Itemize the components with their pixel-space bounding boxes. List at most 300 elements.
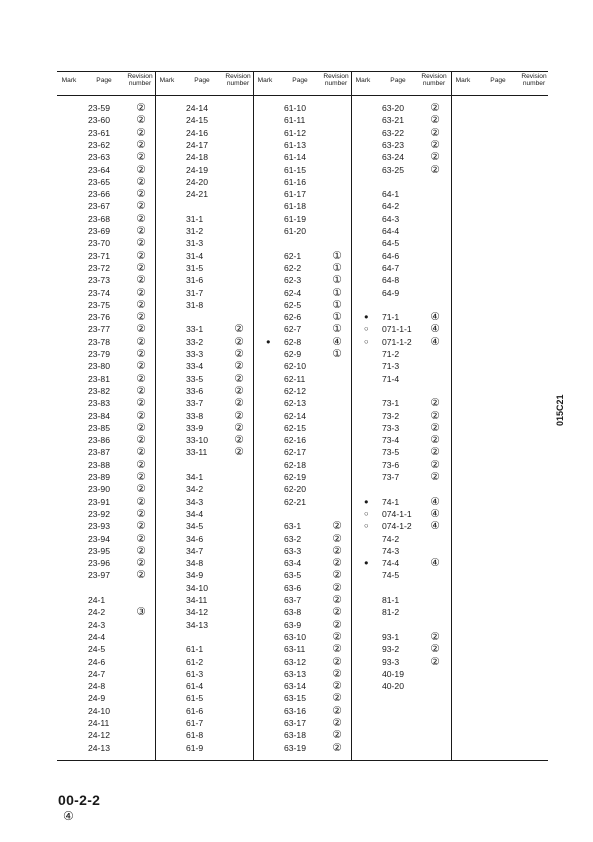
page-number-cell: 63-25 xyxy=(382,164,404,175)
page-number-cell: 63-2 xyxy=(284,533,302,544)
page-number-cell: 63-24 xyxy=(382,152,404,163)
column-divider xyxy=(451,71,452,760)
revision-number-cell: ② xyxy=(430,471,440,483)
header-page: Page xyxy=(292,77,308,84)
page-number-cell: 64-7 xyxy=(382,262,400,273)
page-number-cell: 73-1 xyxy=(382,398,400,409)
page-number-cell: 31-3 xyxy=(186,238,204,249)
header-revision-number: Revision number xyxy=(225,73,251,88)
page-number-cell: 64-3 xyxy=(382,213,400,224)
revision-number-cell: ② xyxy=(430,397,440,410)
revision-number-cell: ② xyxy=(234,372,244,385)
page-number-cell: 62-16 xyxy=(284,435,306,446)
page-number-cell: 33-2 xyxy=(186,336,204,347)
page-number-cell: 23-72 xyxy=(88,262,110,273)
page-number-cell: 33-4 xyxy=(186,361,204,372)
revision-number-cell: ② xyxy=(430,655,440,668)
page-number-cell: 24-20 xyxy=(186,176,208,187)
revision-number-cell: ② xyxy=(234,434,244,447)
revision-number-cell: ② xyxy=(136,114,146,127)
page-number-cell: 24-1 xyxy=(88,595,106,605)
page-number-cell: 23-76 xyxy=(88,312,110,323)
revision-number-cell: ② xyxy=(136,200,146,213)
page-number-cell: 23-96 xyxy=(88,558,110,569)
page-number-cell: 24-7 xyxy=(88,668,106,679)
page-number-cell: 24-19 xyxy=(186,164,208,175)
page-number-cell: 24-18 xyxy=(186,152,208,163)
page-number-cell: 23-67 xyxy=(88,201,110,212)
header-bottom-rule xyxy=(57,95,548,96)
revision-number-cell: ② xyxy=(332,704,342,717)
page-number-cell: 63-19 xyxy=(284,742,306,753)
page-number-cell: 71-3 xyxy=(382,361,400,372)
column-divider xyxy=(155,71,156,760)
page-number-cell: 62-14 xyxy=(284,410,306,421)
page-number-cell: 64-9 xyxy=(382,287,400,298)
page-number-cell: 93-3 xyxy=(382,656,400,667)
revision-number-cell: ② xyxy=(136,225,146,237)
revision-number-cell: ② xyxy=(136,360,146,373)
revision-number-cell: ② xyxy=(136,249,146,262)
page-number-cell: 23-88 xyxy=(88,459,110,470)
page-number-cell: 62-19 xyxy=(284,472,306,482)
revision-number-cell: ④ xyxy=(430,495,440,508)
page-number-cell: 23-78 xyxy=(88,336,110,347)
page-number-cell: 34-2 xyxy=(186,484,204,495)
page-number-cell: 34-12 xyxy=(186,607,208,618)
page-number-cell: 63-7 xyxy=(284,595,302,605)
column-divider xyxy=(253,71,254,760)
page-number-cell: 61-8 xyxy=(186,730,204,741)
page-number-cell: 61-20 xyxy=(284,226,306,236)
header-revision-number: Revision number xyxy=(127,73,153,88)
revision-number-cell: ② xyxy=(332,667,342,680)
page-number-cell: 62-20 xyxy=(284,484,306,495)
page-number-cell: 23-79 xyxy=(88,349,110,359)
page-number-cell: 33-7 xyxy=(186,398,204,409)
page-number-cell: 74-3 xyxy=(382,545,400,556)
page-number-cell: 73-3 xyxy=(382,422,400,433)
revision-number-cell: ② xyxy=(430,409,440,422)
revision-number-cell: ② xyxy=(430,102,440,114)
page-number-cell: 23-81 xyxy=(88,373,110,384)
page-number-cell: 31-7 xyxy=(186,287,204,298)
revision-number-cell: ② xyxy=(332,741,342,754)
page-number-cell: 63-4 xyxy=(284,558,302,569)
page-number-cell: 24-11 xyxy=(88,718,110,728)
page-number-cell: 63-9 xyxy=(284,619,302,630)
page-number-cell: 63-22 xyxy=(382,127,404,138)
page-number-cell: 34-11 xyxy=(186,595,208,605)
header-mark: Mark xyxy=(61,77,77,84)
revision-number-cell: ② xyxy=(234,348,244,360)
page-number-cell: 61-10 xyxy=(284,103,306,113)
page-number-cell: 34-3 xyxy=(186,496,204,507)
revision-number-cell: ② xyxy=(136,532,146,545)
header-page: Page xyxy=(96,77,112,84)
table-top-rule xyxy=(57,71,548,72)
page-number-cell: 61-7 xyxy=(186,718,204,728)
page-number-cell: 63-23 xyxy=(382,139,404,150)
page-number-cell: 74-2 xyxy=(382,533,400,544)
revision-number-cell: ③ xyxy=(136,606,146,619)
page-number-cell: 61-14 xyxy=(284,152,306,163)
page-number-cell: 62-3 xyxy=(284,275,302,286)
page-number-cell: 31-5 xyxy=(186,262,204,273)
revision-number-cell: ① xyxy=(332,323,342,336)
page-number-cell: 61-6 xyxy=(186,705,204,716)
revision-number-cell: ② xyxy=(332,594,342,606)
revision-number-cell: ② xyxy=(136,261,146,274)
revision-number-cell: ② xyxy=(136,175,146,188)
revision-number-cell: ② xyxy=(430,151,440,164)
revision-number-cell: ② xyxy=(430,421,440,434)
revision-number-cell: ② xyxy=(234,421,244,434)
page-number-cell: 61-13 xyxy=(284,139,306,150)
header-mark: Mark xyxy=(159,77,175,84)
page-number-cell: 23-66 xyxy=(88,189,110,200)
revision-number-cell: ② xyxy=(430,114,440,127)
revision-number-cell: ② xyxy=(332,717,342,729)
page-number-cell: 33-11 xyxy=(186,447,208,458)
page-number-cell: 61-4 xyxy=(186,681,204,692)
page-number-cell: 34-13 xyxy=(186,619,208,630)
header-revision-number: Revision number xyxy=(421,73,447,88)
header-page: Page xyxy=(490,77,506,84)
page-number-cell: 23-75 xyxy=(88,299,110,310)
page-number-cell: 62-5 xyxy=(284,299,302,310)
page-number-cell: 63-18 xyxy=(284,730,306,741)
page-number-cell: 73-5 xyxy=(382,447,400,458)
page-number-cell: 33-9 xyxy=(186,422,204,433)
page-number-cell: 34-5 xyxy=(186,521,204,532)
page-number-cell: 73-4 xyxy=(382,435,400,446)
page-number-cell: 24-4 xyxy=(88,631,106,642)
revision-number-cell: ② xyxy=(136,348,146,360)
page-number-cell: 63-5 xyxy=(284,570,302,581)
page-number-cell: 074-1-1 xyxy=(382,508,412,519)
revision-number-cell: ② xyxy=(234,446,244,459)
page-number-cell: 81-1 xyxy=(382,595,400,605)
page-number-cell: 24-21 xyxy=(186,189,208,200)
revision-number-cell: ② xyxy=(332,692,342,705)
revision-number-cell: ② xyxy=(430,434,440,447)
page-number-cell: 23-87 xyxy=(88,447,110,458)
page-number-cell: 23-80 xyxy=(88,361,110,372)
page-number-cell: 24-5 xyxy=(88,644,106,655)
revision-number-cell: ② xyxy=(332,606,342,619)
revision-number-cell: ② xyxy=(136,188,146,201)
header-mark: Mark xyxy=(257,77,273,84)
revision-number-cell: ② xyxy=(234,323,244,336)
revision-number-cell: ② xyxy=(136,372,146,385)
revision-number-cell: ② xyxy=(332,630,342,643)
revision-number-cell: ① xyxy=(332,249,342,262)
mark-symbol: ● xyxy=(266,336,271,346)
revision-number-cell: ② xyxy=(136,126,146,139)
page-number-cell: 61-12 xyxy=(284,127,306,138)
page-number-cell: 33-8 xyxy=(186,410,204,421)
page-number-cell: 63-6 xyxy=(284,582,302,593)
page-number-cell: 61-1 xyxy=(186,644,204,655)
revision-number-cell: ② xyxy=(332,532,342,545)
page-number-cell: 63-12 xyxy=(284,656,306,667)
revision-number-cell: ② xyxy=(332,544,342,557)
page-number-cell: 71-1 xyxy=(382,312,400,323)
revision-number-cell: ② xyxy=(136,102,146,114)
page-number-cell: 81-2 xyxy=(382,607,400,618)
page-number-cell: 34-6 xyxy=(186,533,204,544)
page-number-cell: 63-17 xyxy=(284,718,306,728)
header-page: Page xyxy=(194,77,210,84)
page-number-cell: 61-18 xyxy=(284,201,306,212)
column-divider xyxy=(351,71,352,760)
page-number-cell: 23-65 xyxy=(88,176,110,187)
revision-number-cell: ② xyxy=(136,311,146,324)
revision-number-cell: ② xyxy=(136,495,146,508)
header-revision-number: Revision number xyxy=(521,73,547,88)
page-number-cell: 34-1 xyxy=(186,472,204,482)
revision-number-cell: ② xyxy=(136,163,146,176)
page-number-cell: 074-1-2 xyxy=(382,521,412,532)
page-number-cell: 31-6 xyxy=(186,275,204,286)
revision-number-cell: ② xyxy=(136,544,146,557)
page-number-cell: 62-2 xyxy=(284,262,302,273)
mark-symbol: ○ xyxy=(364,324,369,334)
page-number-cell: 23-90 xyxy=(88,484,110,495)
page-number-cell: 31-2 xyxy=(186,226,204,236)
page-number-cell: 24-9 xyxy=(88,693,106,704)
page-number-cell: 61-16 xyxy=(284,176,306,187)
page-number-cell: 61-5 xyxy=(186,693,204,704)
revision-number-cell: ② xyxy=(234,409,244,422)
page-number-cell: 63-8 xyxy=(284,607,302,618)
revision-number-cell: ② xyxy=(136,471,146,483)
revision-number-cell: ② xyxy=(430,643,440,656)
page-number-cell: 23-94 xyxy=(88,533,110,544)
revision-number-cell: ② xyxy=(136,212,146,225)
page-number-cell: 61-9 xyxy=(186,742,204,753)
page-number-cell: 61-3 xyxy=(186,668,204,679)
page-number-cell: 23-60 xyxy=(88,115,110,126)
page-number-cell: 24-8 xyxy=(88,681,106,692)
mark-symbol: ● xyxy=(364,312,369,322)
page-number-cell: 24-15 xyxy=(186,115,208,126)
revision-number-cell: ② xyxy=(136,409,146,422)
revision-number-cell: ④ xyxy=(332,335,342,348)
mark-symbol: ● xyxy=(364,496,369,506)
page-number-cell: 23-82 xyxy=(88,385,110,396)
page-number-cell: 63-3 xyxy=(284,545,302,556)
revision-number-cell: ② xyxy=(136,520,146,533)
revision-number-cell: ② xyxy=(332,569,342,582)
page-number-cell: 61-15 xyxy=(284,164,306,175)
page-number-cell: 23-77 xyxy=(88,324,110,335)
revision-number-cell: ④ xyxy=(430,520,440,533)
revision-number-cell: ② xyxy=(136,237,146,250)
mark-symbol: ● xyxy=(364,558,369,568)
page-number-cell: 62-4 xyxy=(284,287,302,298)
page-number-cell: 23-83 xyxy=(88,398,110,409)
page-number-cell: 23-97 xyxy=(88,570,110,581)
page-number-cell: 23-74 xyxy=(88,287,110,298)
page-number-cell: 64-1 xyxy=(382,189,400,200)
page-number-cell: 63-20 xyxy=(382,103,404,113)
page-number-cell: 33-1 xyxy=(186,324,204,335)
revision-number-cell: ② xyxy=(136,458,146,471)
page-number-cell: 23-64 xyxy=(88,164,110,175)
page-number-cell: 62-7 xyxy=(284,324,302,335)
page-number-cell: 62-11 xyxy=(284,373,306,384)
revision-number-cell: ② xyxy=(136,298,146,311)
header-mark: Mark xyxy=(455,77,471,84)
page-number-cell: 61-2 xyxy=(186,656,204,667)
page-number-cell: 23-59 xyxy=(88,103,110,113)
page-number-cell: 24-6 xyxy=(88,656,106,667)
revision-number-cell: ① xyxy=(332,286,342,299)
page-number-cell: 74-1 xyxy=(382,496,400,507)
revision-number-cell: ② xyxy=(136,335,146,348)
page-number-cell: 33-5 xyxy=(186,373,204,384)
page-number-cell: 24-3 xyxy=(88,619,106,630)
header-page: Page xyxy=(390,77,406,84)
page-number-cell: 071-1-2 xyxy=(382,336,412,347)
page-number-cell: 23-63 xyxy=(88,152,110,163)
revision-number-cell: ② xyxy=(430,163,440,176)
revision-number-cell: ② xyxy=(136,274,146,287)
page-number-cell: 64-6 xyxy=(382,250,400,261)
page-number-cell: 23-71 xyxy=(88,250,110,261)
revision-number-cell: ② xyxy=(430,630,440,643)
revision-number-cell: ② xyxy=(332,655,342,668)
page-number-cell: 23-86 xyxy=(88,435,110,446)
revision-number-cell: ② xyxy=(136,483,146,496)
revision-number-cell: ② xyxy=(332,557,342,570)
page-number-cell: 33-6 xyxy=(186,385,204,396)
page-number-cell: 34-10 xyxy=(186,582,208,593)
page-number-cell: 61-17 xyxy=(284,189,306,200)
header-mark: Mark xyxy=(355,77,371,84)
revision-number-cell: ② xyxy=(332,581,342,594)
page-number-cell: 23-95 xyxy=(88,545,110,556)
page-number-cell: 63-11 xyxy=(284,644,306,655)
revision-number-cell: ① xyxy=(332,311,342,324)
page-number-cell: 40-20 xyxy=(382,681,404,692)
page-number-cell: 93-1 xyxy=(382,631,400,642)
revision-number-cell: ② xyxy=(136,286,146,299)
page-number-cell: 31-8 xyxy=(186,299,204,310)
page-number-cell: 71-4 xyxy=(382,373,400,384)
revision-number-cell: ④ xyxy=(430,557,440,570)
page-number-cell: 34-7 xyxy=(186,545,204,556)
revision-number-cell: ② xyxy=(332,680,342,693)
page-number-cell: 23-92 xyxy=(88,508,110,519)
page-number-cell: 62-18 xyxy=(284,459,306,470)
page-number-cell: 23-85 xyxy=(88,422,110,433)
revision-number-cell: ④ xyxy=(430,335,440,348)
page-number-cell: 23-61 xyxy=(88,127,110,138)
revision-number-cell: ① xyxy=(332,298,342,311)
revision-number-cell: ② xyxy=(136,397,146,410)
revision-number-cell: ② xyxy=(234,397,244,410)
page-number-cell: 23-84 xyxy=(88,410,110,421)
page-number-cell: 71-2 xyxy=(382,349,400,359)
page-number-cell: 62-12 xyxy=(284,385,306,396)
mark-symbol: ○ xyxy=(364,508,369,518)
header-revision-number: Revision number xyxy=(323,73,349,88)
page-number-cell: 64-8 xyxy=(382,275,400,286)
revision-number-cell: ② xyxy=(136,138,146,151)
revision-number-cell: ② xyxy=(136,446,146,459)
page-number-cell: 23-70 xyxy=(88,238,110,249)
revision-number-cell: ② xyxy=(234,384,244,397)
document-code: 015C21 xyxy=(555,394,565,426)
page-number-cell: 24-16 xyxy=(186,127,208,138)
page-number-cell: 63-21 xyxy=(382,115,404,126)
revision-number-cell: ② xyxy=(430,446,440,459)
page-number-cell: 62-8 xyxy=(284,336,302,347)
mark-symbol: ○ xyxy=(364,336,369,346)
page-number-cell: 31-4 xyxy=(186,250,204,261)
revision-number-cell: ② xyxy=(234,360,244,373)
revision-number-cell: ② xyxy=(136,434,146,447)
revision-number-cell: ② xyxy=(430,126,440,139)
page-number-cell: 23-91 xyxy=(88,496,110,507)
page-number-cell: 63-14 xyxy=(284,681,306,692)
revision-number-cell: ② xyxy=(136,323,146,336)
page-number-cell: 24-14 xyxy=(186,103,208,113)
page-number-cell: 63-15 xyxy=(284,693,306,704)
page-number: 00-2-2 xyxy=(58,792,101,808)
revision-number-cell: ② xyxy=(234,335,244,348)
page-number-cell: 62-10 xyxy=(284,361,306,372)
page-number-cell: 62-9 xyxy=(284,349,302,359)
page-number-cell: 61-19 xyxy=(284,213,306,224)
page-number-cell: 62-15 xyxy=(284,422,306,433)
revision-number-cell: ④ xyxy=(430,323,440,336)
page-number-cell: 74-4 xyxy=(382,558,400,569)
page-number-cell: 23-69 xyxy=(88,226,110,236)
page-number-cell: 62-6 xyxy=(284,312,302,323)
page-number-cell: 31-1 xyxy=(186,213,204,224)
page-number-cell: 23-89 xyxy=(88,472,110,482)
revision-number-cell: ④ xyxy=(430,507,440,520)
revision-number-cell: ② xyxy=(136,557,146,570)
page-number-cell: 62-21 xyxy=(284,496,306,507)
page-number-cell: 34-4 xyxy=(186,508,204,519)
page-number-cell: 33-10 xyxy=(186,435,208,446)
page-number-cell: 64-5 xyxy=(382,238,400,249)
page-number-cell: 63-13 xyxy=(284,668,306,679)
page-number-cell: 73-2 xyxy=(382,410,400,421)
table-bottom-rule xyxy=(57,760,548,761)
page-number-cell: 73-6 xyxy=(382,459,400,470)
page-number-cell: 24-2 xyxy=(88,607,106,618)
page-number-cell: 24-13 xyxy=(88,742,110,753)
page-number-cell: 24-12 xyxy=(88,730,110,741)
page-number-cell: 071-1-1 xyxy=(382,324,412,335)
page-number-cell: 64-2 xyxy=(382,201,400,212)
revision-number-cell: ② xyxy=(136,421,146,434)
revision-number-cell: ② xyxy=(136,507,146,520)
mark-symbol: ○ xyxy=(364,521,369,531)
revision-number-cell: ② xyxy=(430,138,440,151)
page-number-cell: 62-1 xyxy=(284,250,302,261)
page-number-cell: 24-17 xyxy=(186,139,208,150)
page-number-cell: 40-19 xyxy=(382,668,404,679)
page-number-cell: 23-62 xyxy=(88,139,110,150)
page-number-cell: 63-16 xyxy=(284,705,306,716)
